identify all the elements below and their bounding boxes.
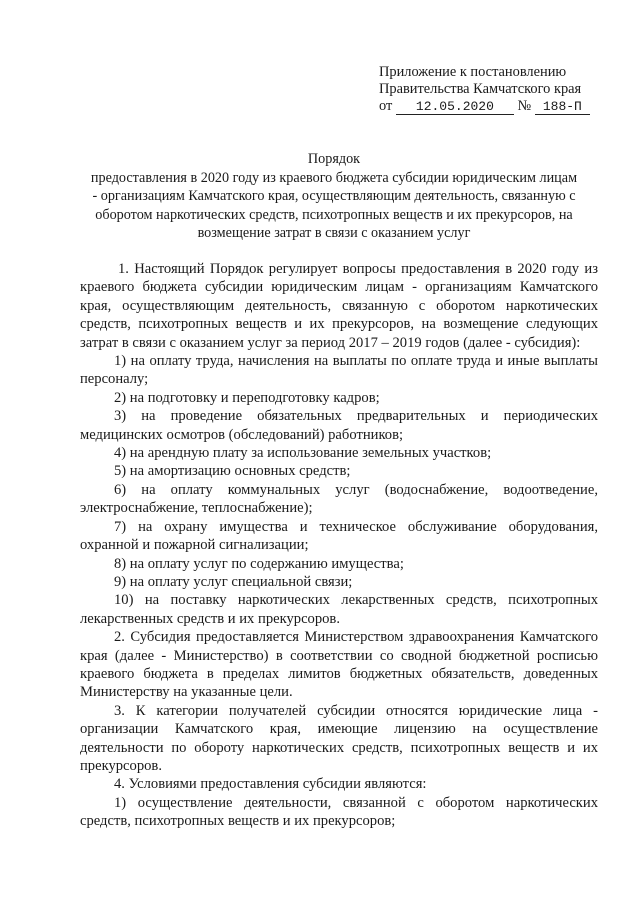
decree-date: 12.05.2020 bbox=[396, 100, 514, 115]
condition-item-1: 1) осуществление деятельности, связанной с оборотом наркотических средств, психотропных веществ и их прекурсоров; bbox=[80, 794, 598, 830]
number-label: № bbox=[517, 98, 532, 114]
list-item-9: 9) на оплату услуг специальной связи; bbox=[114, 573, 353, 590]
appendix-date-line bbox=[379, 98, 590, 115]
decree-number: 188-П bbox=[535, 100, 590, 115]
list-item-4: 4) на арендную плату за использование земельных участков; bbox=[114, 445, 492, 462]
list-item-8: 8) на оплату услуг по содержанию имущества; bbox=[114, 555, 404, 572]
title-line-4: возмещение затрат в связи с оказанием услуг bbox=[197, 225, 471, 242]
list-item-7: 7) на охрану имущества и техническое обслуживание оборудования, охранной и пожарной сигнализации; bbox=[80, 518, 598, 554]
list-item-10: 10) на поставку наркотических лекарственных средств, психотропных лекарственных средств и их прекурсоров. bbox=[80, 592, 598, 627]
paragraph-3: 3. К категории получателей субсидии относятся юридические лица - организации Камчатского края, имеющие лицензию на осуществление деятельности по обороту наркотических средств, психотропных веществ и их прекурсоров. bbox=[80, 702, 598, 774]
title-heading: Порядок bbox=[307, 151, 361, 167]
document-title bbox=[70, 150, 598, 243]
list-item-2: 2) на подготовку и переподготовку кадров; bbox=[114, 389, 380, 406]
list-item-1: 1) на оплату труда, начисления на выплаты по оплате труда и иные выплаты персоналу; bbox=[80, 353, 598, 388]
title-line-2: - организациям Камчатского края, осуществляющим деятельность, связанную с bbox=[92, 188, 576, 205]
list-item-3: 3) на проведение обязательных предварительных и периодических медицинских осмотров (обследований) работников; bbox=[80, 408, 598, 443]
document-body bbox=[80, 260, 598, 831]
list-item-6: 6) на оплату коммунальных услуг (водоснабжение, водоотведение, электроснабжение, теплоснабжение); bbox=[80, 481, 598, 517]
appendix-line-1: Приложение к постановлению bbox=[379, 64, 567, 80]
from-label: от bbox=[379, 98, 393, 114]
list-item-5: 5) на амортизацию основных средств; bbox=[114, 463, 351, 480]
title-line-1: предоставления в 2020 году из краевого бюджета субсидии юридическим лицам bbox=[90, 169, 578, 186]
paragraph-2: 2. Субсидия предоставляется Министерством здравоохранения Камчатского края (далее - Министерство) в соответствии со сводной бюджетной росписью краевого бюджета в пределах лимитов бюджетных обязательств, доведенных Министерству на указанные цели. bbox=[80, 629, 598, 701]
appendix-header bbox=[379, 64, 590, 115]
paragraph-1: 1. Настоящий Порядок регулирует вопросы предоставления в 2020 году из краевого бюджета субсидии юридическим лицам - организациям Камчатского края, осуществляющим деятельность, связанную с оборотом наркотических средств, психотропных веществ и их прекурсоров, на возмещение следующих затрат в связи с оказанием услуг за период 2017 – 2019 годов (далее - субсидия): bbox=[80, 261, 598, 351]
paragraph-4: 4. Условиями предоставления субсидии являются: bbox=[114, 776, 427, 793]
title-line-3: оборотом наркотических средств, психотропных веществ и их прекурсоров, на bbox=[95, 206, 573, 223]
appendix-line-2: Правительства Камчатского края bbox=[379, 81, 582, 97]
